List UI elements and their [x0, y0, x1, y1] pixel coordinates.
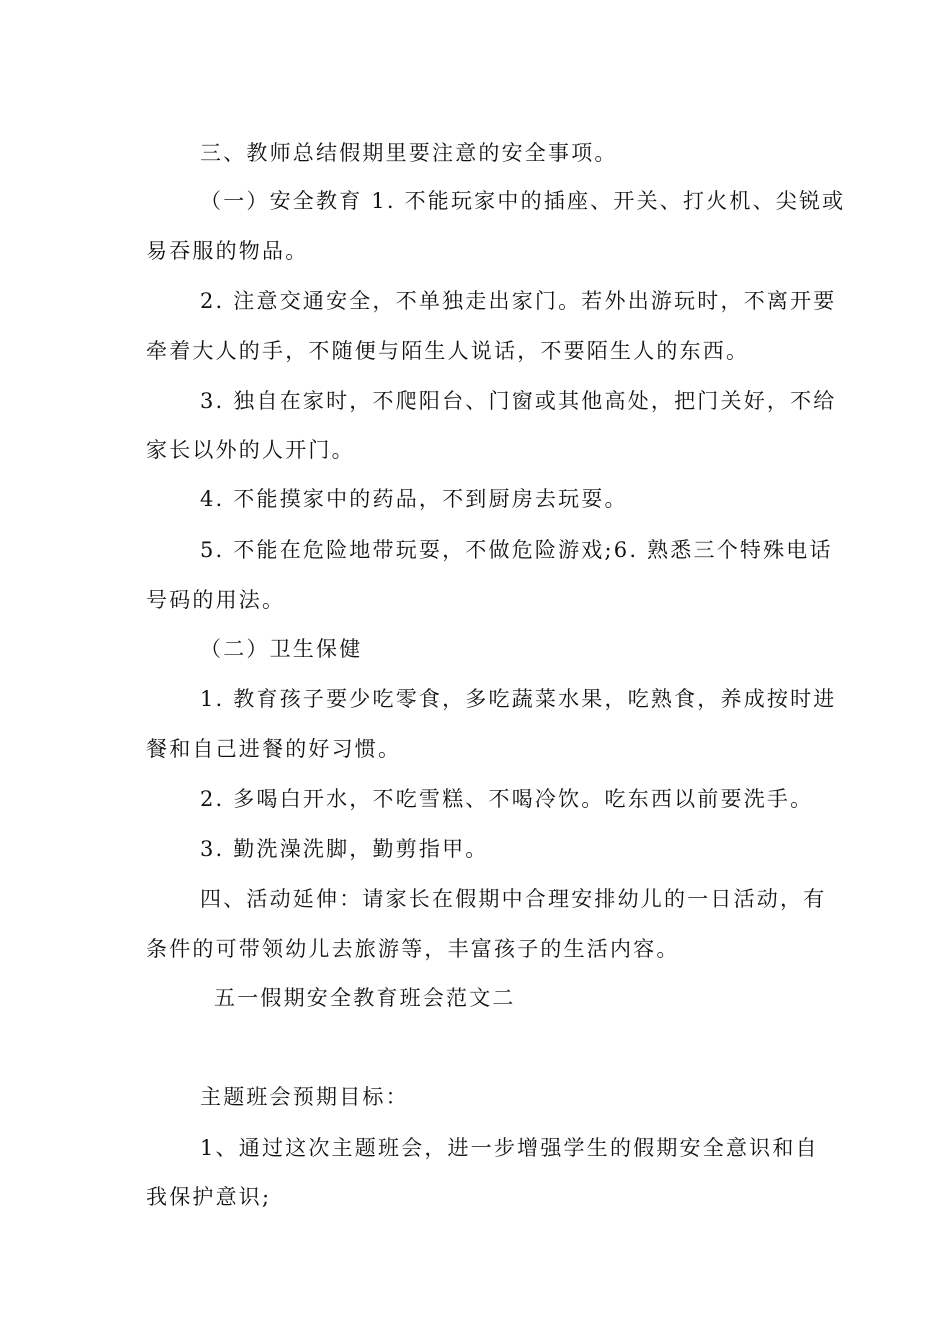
article-title: 五一假期安全教育班会范文二 [214, 986, 516, 1010]
paragraph-line: 2. 多喝白开水，不吃雪糕、不喝冷饮。吃东西以前要洗手。 [200, 787, 814, 811]
paragraph-line: 5. 不能在危险地带玩耍，不做危险游戏;6. 熟悉三个特殊电话 [200, 538, 833, 562]
paragraph-line: 易吞服的物品。 [146, 239, 309, 263]
section-heading-4: 四、活动延伸：请家长在假期中合理安排幼儿的一日活动，有 [200, 887, 827, 911]
paragraph-line: 2. 注意交通安全，不单独走出家门。若外出游玩时，不离开要 [200, 289, 837, 313]
paragraph-line: 号码的用法。 [146, 588, 286, 612]
paragraph-line: 1. 教育孩子要少吃零食，多吃蔬菜水果，吃熟食，养成按时进 [200, 687, 837, 711]
paragraph-line: 3. 勤洗澡洗脚，勤剪指甲。 [200, 837, 489, 861]
paragraph-line: 家长以外的人开门。 [146, 438, 355, 462]
paragraph-line: 牵着大人的手，不随便与陌生人说话，不要陌生人的东西。 [146, 339, 750, 363]
paragraph-line: 我保护意识; [146, 1185, 272, 1209]
subsection-heading: （二）卫生保健 [200, 637, 363, 661]
paragraph-line: 餐和自己进餐的好习惯。 [146, 737, 402, 761]
paragraph-line: 3. 独自在家时，不爬阳台、门窗或其他高处，把门关好，不给 [200, 389, 837, 413]
paragraph-line: 条件的可带领幼儿去旅游等，丰富孩子的生活内容。 [146, 937, 680, 961]
paragraph-line: 4. 不能摸家中的药品，不到厨房去玩耍。 [200, 487, 628, 511]
paragraph-line: 1、通过这次主题班会，进一步增强学生的假期安全意识和自 [200, 1136, 819, 1160]
paragraph-line: 主题班会预期目标： [200, 1085, 409, 1109]
paragraph-line: （一）安全教育 1. 不能玩家中的插座、开关、打火机、尖锐或 [200, 189, 846, 213]
section-heading-3: 三、教师总结假期里要注意的安全事项。 [200, 141, 618, 165]
